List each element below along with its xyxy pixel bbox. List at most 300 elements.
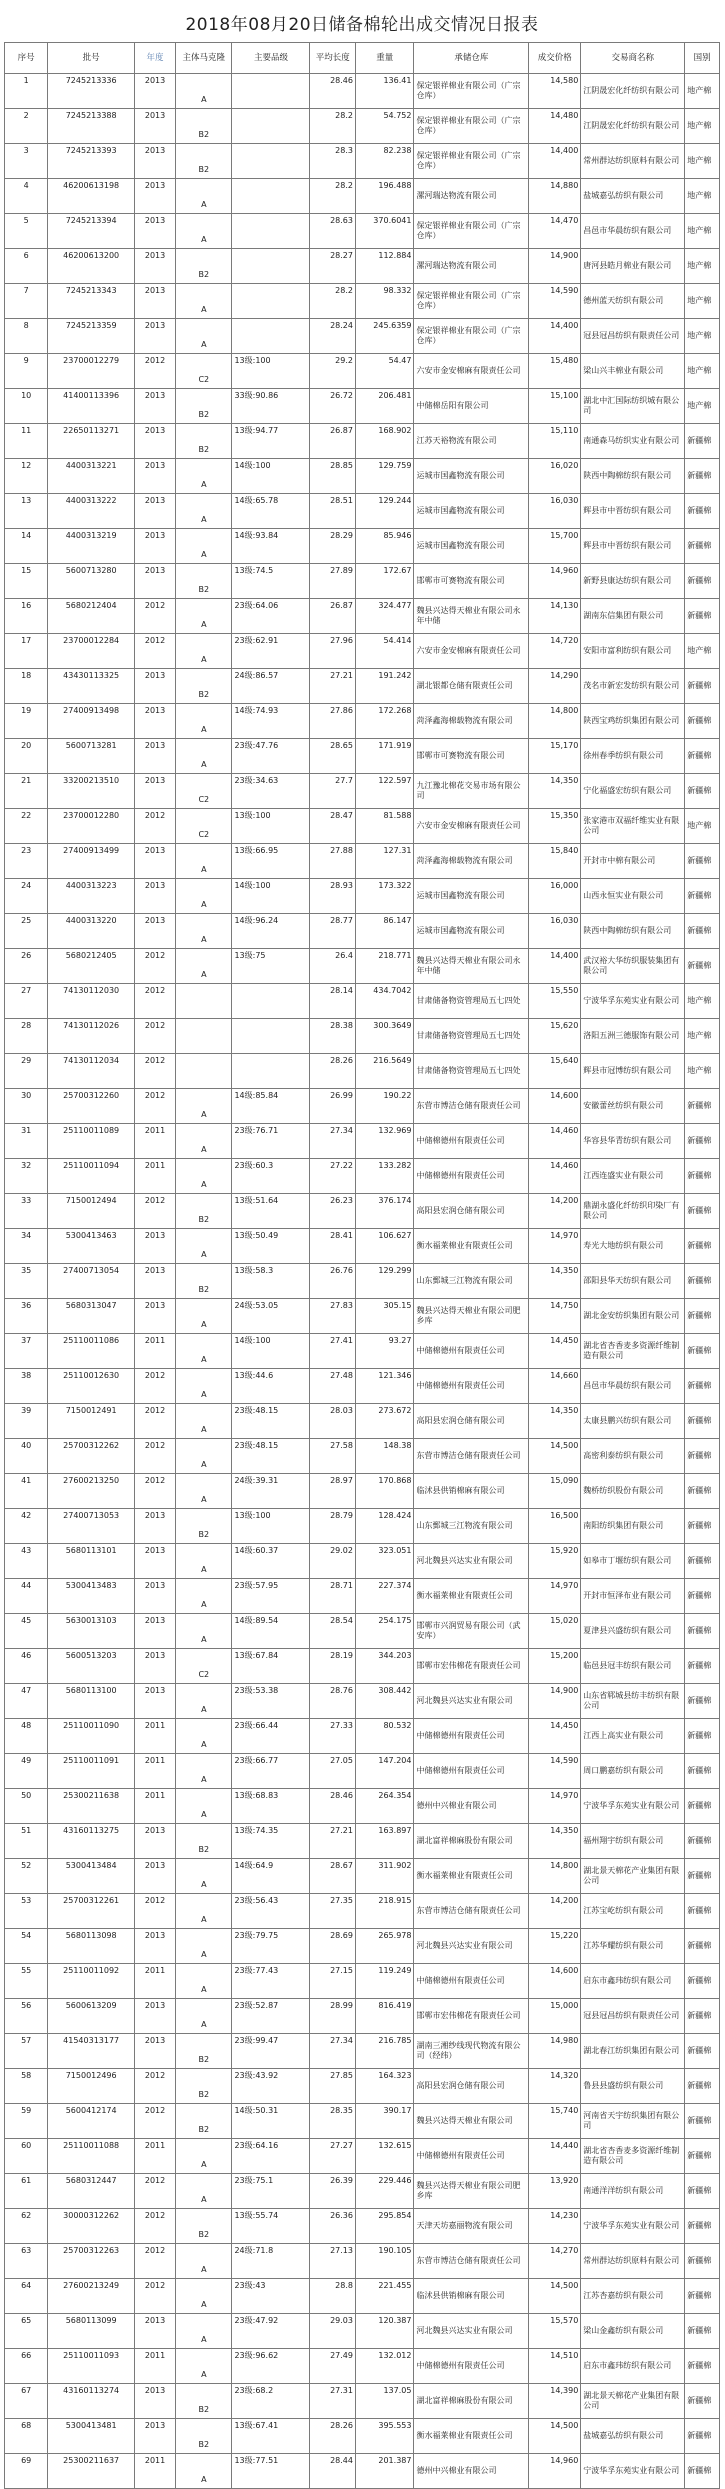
cell-avg-length: 28.2 (310, 179, 356, 214)
cell-lot-number: 43430113325 (48, 669, 135, 704)
cell-avg-length: 27.31 (310, 2384, 356, 2419)
cell-price: 14,350 (529, 1264, 581, 1299)
cell-seq: 47 (5, 1684, 48, 1719)
cell-price: 14,720 (529, 634, 581, 669)
cell-price: 15,550 (529, 984, 581, 1019)
cell-grade: 13级:68.83 (232, 1789, 310, 1824)
cell-avg-length: 28.2 (310, 109, 356, 144)
cell-warehouse: 临沭县供销棉麻有限公司 (414, 1474, 529, 1509)
header-lot: 批号 (48, 43, 135, 74)
cell-weight: 196.488 (355, 179, 414, 214)
cell-origin: 新疆棉 (685, 1824, 720, 1859)
cell-seq: 22 (5, 809, 48, 844)
cell-year: 2013 (134, 1544, 175, 1579)
cell-price: 14,750 (529, 1299, 581, 1334)
table-row (5, 1649, 720, 1684)
cell-trader: 河南省天宇纺织集团有限公司 (581, 2104, 685, 2139)
cell-seq: 43 (5, 1544, 48, 1579)
cell-origin: 新疆棉 (685, 949, 720, 984)
cell-lot-number: 25700312260 (48, 1089, 135, 1124)
cell-micronaire: A (176, 1859, 232, 1894)
cell-micronaire: A (176, 1229, 232, 1264)
cell-price: 14,390 (529, 2384, 581, 2419)
cell-seq: 60 (5, 2139, 48, 2174)
cell-micronaire: A (176, 704, 232, 739)
table-row (5, 1194, 720, 1229)
cell-warehouse: 中储棉德州有限责任公司 (414, 1159, 529, 1194)
cell-weight: 129.759 (355, 459, 414, 494)
table-row (5, 144, 720, 179)
cell-lot-number: 5300413483 (48, 1579, 135, 1614)
cell-origin: 新疆棉 (685, 1089, 720, 1124)
cell-weight: 390.17 (355, 2104, 414, 2139)
cell-origin: 新疆棉 (685, 1439, 720, 1474)
cell-warehouse: 天津天坊嘉丽物流有限公司 (414, 2209, 529, 2244)
cell-grade: 23级:68.2 (232, 2384, 310, 2419)
cell-avg-length: 29.02 (310, 1544, 356, 1579)
cell-trader: 唐河县皓月棉业有限公司 (581, 249, 685, 284)
cell-avg-length: 28.93 (310, 879, 356, 914)
cell-weight: 172.67 (355, 564, 414, 599)
cell-weight: 121.346 (355, 1369, 414, 1404)
cell-lot-number: 46200613198 (48, 179, 135, 214)
table-row (5, 669, 720, 704)
cell-lot-number: 5300413484 (48, 1859, 135, 1894)
cell-origin: 新疆棉 (685, 879, 720, 914)
cell-price: 14,350 (529, 1824, 581, 1859)
cell-price: 14,290 (529, 669, 581, 704)
cell-avg-length: 26.76 (310, 1264, 356, 1299)
cell-trader: 盐城嘉弘纺织有限公司 (581, 179, 685, 214)
cell-lot-number: 25110011090 (48, 1719, 135, 1754)
cell-year: 2011 (134, 1159, 175, 1194)
table-row (5, 1929, 720, 1964)
cell-warehouse: 六安市金安棉麻有限责任公司 (414, 809, 529, 844)
cell-price: 13,920 (529, 2174, 581, 2209)
cell-micronaire: A (176, 949, 232, 984)
cell-trader: 江西连盛实业有限公司 (581, 1159, 685, 1194)
cell-lot-number: 5680212404 (48, 599, 135, 634)
cell-seq: 7 (5, 284, 48, 319)
cell-avg-length: 28.14 (310, 984, 356, 1019)
cell-warehouse: 保定银祥棉业有限公司（广宗仓库） (414, 214, 529, 249)
cell-avg-length: 28.85 (310, 459, 356, 494)
cell-warehouse: 甘肃储备物资管理局五七四处 (414, 984, 529, 1019)
cell-avg-length: 27.41 (310, 1334, 356, 1369)
cell-grade: 23级:47.76 (232, 739, 310, 774)
cell-origin: 新疆棉 (685, 1894, 720, 1929)
table-row (5, 74, 720, 109)
cell-lot-number: 4400313222 (48, 494, 135, 529)
table-row (5, 2034, 720, 2069)
cell-seq: 38 (5, 1369, 48, 1404)
cell-price: 14,500 (529, 1439, 581, 1474)
cell-avg-length: 27.83 (310, 1299, 356, 1334)
cell-trader: 辉县市冠博纺织有限公司 (581, 1054, 685, 1089)
cell-micronaire: A (176, 2244, 232, 2279)
cell-year: 2013 (134, 144, 175, 179)
table-row (5, 2209, 720, 2244)
cell-origin: 新疆棉 (685, 2069, 720, 2104)
cell-avg-length: 28.29 (310, 529, 356, 564)
cell-grade: 23级:99.47 (232, 2034, 310, 2069)
cell-avg-length: 26.87 (310, 424, 356, 459)
cell-avg-length: 27.05 (310, 1754, 356, 1789)
cell-micronaire: A (176, 2314, 232, 2349)
cell-price: 14,980 (529, 2034, 581, 2069)
cell-year: 2011 (134, 2139, 175, 2174)
cell-lot-number: 5600513203 (48, 1649, 135, 1684)
cell-grade: 13级:51.64 (232, 1194, 310, 1229)
cell-seq: 13 (5, 494, 48, 529)
cell-seq: 54 (5, 1929, 48, 1964)
cell-grade (232, 144, 310, 179)
cell-price: 14,350 (529, 774, 581, 809)
cell-grade: 13级:66.95 (232, 844, 310, 879)
cell-trader: 江苏华耀纺织有限公司 (581, 1929, 685, 1964)
cell-year: 2013 (134, 214, 175, 249)
cell-seq: 58 (5, 2069, 48, 2104)
cell-origin: 新疆棉 (685, 1579, 720, 1614)
cell-trader: 湖南东信集团有限公司 (581, 599, 685, 634)
cell-lot-number: 25110011094 (48, 1159, 135, 1194)
cell-year: 2013 (134, 1649, 175, 1684)
cell-lot-number: 5680312447 (48, 2174, 135, 2209)
cell-grade: 23级:47.92 (232, 2314, 310, 2349)
cell-origin: 新疆棉 (685, 529, 720, 564)
cell-avg-length: 28.38 (310, 1019, 356, 1054)
cell-avg-length: 28.76 (310, 1684, 356, 1719)
cell-grade: 33级:90.86 (232, 389, 310, 424)
cell-seq: 61 (5, 2174, 48, 2209)
cell-seq: 17 (5, 634, 48, 669)
table-row (5, 914, 720, 949)
table-row (5, 2349, 720, 2384)
cell-origin: 新疆棉 (685, 1229, 720, 1264)
table-row (5, 704, 720, 739)
cell-micronaire: A (176, 2454, 232, 2489)
cell-avg-length: 27.21 (310, 1824, 356, 1859)
cell-trader: 盐城嘉弘纺织有限公司 (581, 2419, 685, 2454)
cell-warehouse: 山东鄄城三江物流有限公司 (414, 1509, 529, 1544)
table-row (5, 1229, 720, 1264)
cell-year: 2013 (134, 1614, 175, 1649)
cell-avg-length: 27.96 (310, 634, 356, 669)
cell-trader: 启东市鑫玮纺织有限公司 (581, 1964, 685, 1999)
cell-lot-number: 41540313177 (48, 2034, 135, 2069)
cell-origin: 新疆棉 (685, 1859, 720, 1894)
cell-price: 15,350 (529, 809, 581, 844)
header-micronaire: 主体马克隆 (176, 43, 232, 74)
cell-warehouse: 保定银祥棉业有限公司（广宗仓库） (414, 319, 529, 354)
cell-weight: 93.27 (355, 1334, 414, 1369)
cell-lot-number: 43160113275 (48, 1824, 135, 1859)
cell-weight: 191.242 (355, 669, 414, 704)
cell-year: 2012 (134, 2069, 175, 2104)
cell-avg-length: 28.24 (310, 319, 356, 354)
cell-seq: 62 (5, 2209, 48, 2244)
cell-origin: 新疆棉 (685, 2174, 720, 2209)
table-row (5, 2314, 720, 2349)
cell-price: 14,400 (529, 949, 581, 984)
cell-weight: 201.387 (355, 2454, 414, 2489)
cell-price: 14,600 (529, 1964, 581, 1999)
cell-price: 15,200 (529, 1649, 581, 1684)
cell-grade (232, 284, 310, 319)
cell-micronaire: B2 (176, 669, 232, 704)
cell-micronaire: A (176, 1684, 232, 1719)
cell-micronaire: A (176, 1754, 232, 1789)
cell-origin: 新疆棉 (685, 2244, 720, 2279)
cell-avg-length: 28.2 (310, 284, 356, 319)
cell-trader: 德州蓝天纺织有限公司 (581, 284, 685, 319)
cell-micronaire: A (176, 494, 232, 529)
cell-seq: 12 (5, 459, 48, 494)
cell-warehouse: 魏县兴达得天棉业有限公司永年中储 (414, 599, 529, 634)
header-trader: 交易商名称 (581, 43, 685, 74)
cell-weight: 206.481 (355, 389, 414, 424)
cell-year: 2012 (134, 809, 175, 844)
cell-year: 2012 (134, 1369, 175, 1404)
cell-avg-length: 27.27 (310, 2139, 356, 2174)
cell-micronaire: B2 (176, 144, 232, 179)
cell-warehouse: 德州中兴棉业有限公司 (414, 2454, 529, 2489)
cell-micronaire: A (176, 914, 232, 949)
table-row (5, 1719, 720, 1754)
cell-trader: 宁波华孚东苑实业有限公司 (581, 984, 685, 1019)
cell-year: 2013 (134, 669, 175, 704)
cell-warehouse: 中储棉德州有限责任公司 (414, 1964, 529, 1999)
cell-lot-number: 7245213393 (48, 144, 135, 179)
cell-weight: 81.588 (355, 809, 414, 844)
cell-year: 2013 (134, 179, 175, 214)
cell-price: 15,170 (529, 739, 581, 774)
cell-year: 2013 (134, 704, 175, 739)
cell-grade: 23级:60.3 (232, 1159, 310, 1194)
cell-grade: 23级:96.62 (232, 2349, 310, 2384)
cell-micronaire: A (176, 739, 232, 774)
cell-grade: 13级:67.41 (232, 2419, 310, 2454)
cell-trader: 太康县鹏兴纺织有限公司 (581, 1404, 685, 1439)
cell-year: 2012 (134, 1404, 175, 1439)
cell-warehouse: 保定银祥棉业有限公司（广宗仓库） (414, 284, 529, 319)
cell-seq: 16 (5, 599, 48, 634)
cell-avg-length: 28.26 (310, 2419, 356, 2454)
cell-grade: 14级:50.31 (232, 2104, 310, 2139)
cell-warehouse: 邯郸市可赛物流有限公司 (414, 739, 529, 774)
cell-warehouse: 邯郸市宏伟棉花有限责任公司 (414, 1999, 529, 2034)
cell-seq: 19 (5, 704, 48, 739)
cell-avg-length: 27.34 (310, 1124, 356, 1159)
cell-trader: 鲁县县盛纺织有限公司 (581, 2069, 685, 2104)
cell-warehouse: 衡水福莱棉业有限责任公司 (414, 1579, 529, 1614)
cell-weight: 273.672 (355, 1404, 414, 1439)
cell-grade: 23级:48.15 (232, 1439, 310, 1474)
cell-origin: 新疆棉 (685, 1334, 720, 1369)
cell-grade: 24级:53.05 (232, 1299, 310, 1334)
cell-avg-length: 26.99 (310, 1089, 356, 1124)
cell-year: 2013 (134, 774, 175, 809)
cell-origin: 新疆棉 (685, 2419, 720, 2454)
cell-weight: 129.244 (355, 494, 414, 529)
cell-trader: 宁波华孚东苑实业有限公司 (581, 2209, 685, 2244)
cell-grade: 23级:57.95 (232, 1579, 310, 1614)
cell-warehouse: 河北魏县兴达实业有限公司 (414, 1544, 529, 1579)
table-row (5, 2454, 720, 2489)
cell-trader: 魏桥纺织股份有限公司 (581, 1474, 685, 1509)
cell-seq: 42 (5, 1509, 48, 1544)
cell-weight: 86.147 (355, 914, 414, 949)
cell-warehouse: 河北魏县兴达实业有限公司 (414, 1929, 529, 1964)
cell-price: 14,900 (529, 249, 581, 284)
header-grade: 主要品级 (232, 43, 310, 74)
cell-lot-number: 25110011093 (48, 2349, 135, 2384)
cell-grade: 13级:58.3 (232, 1264, 310, 1299)
cell-warehouse: 高阳县宏润仓储有限公司 (414, 2069, 529, 2104)
cell-weight: 434.7042 (355, 984, 414, 1019)
cell-trader: 昌邑市华晨纺织有限公司 (581, 214, 685, 249)
table-row (5, 2244, 720, 2279)
cell-grade: 13级:77.51 (232, 2454, 310, 2489)
cell-warehouse: 魏县兴达得天棉业有限公司 (414, 2104, 529, 2139)
cell-weight: 264.354 (355, 1789, 414, 1824)
cell-year: 2013 (134, 1684, 175, 1719)
table-row (5, 1474, 720, 1509)
cell-lot-number: 4400313221 (48, 459, 135, 494)
cell-year: 2013 (134, 2314, 175, 2349)
cell-avg-length: 28.71 (310, 1579, 356, 1614)
cell-year: 2013 (134, 2419, 175, 2454)
cell-trader: 宁化福盛宏纺织有限公司 (581, 774, 685, 809)
header-seq: 序号 (5, 43, 48, 74)
cell-origin: 新疆棉 (685, 1614, 720, 1649)
cell-micronaire (176, 984, 232, 1019)
cell-origin: 新疆棉 (685, 459, 720, 494)
table-row (5, 599, 720, 634)
cell-weight: 80.532 (355, 1719, 414, 1754)
cell-price: 14,800 (529, 704, 581, 739)
cell-avg-length: 26.87 (310, 599, 356, 634)
cell-year: 2013 (134, 494, 175, 529)
cell-year: 2012 (134, 2209, 175, 2244)
cell-grade: 24级:71.8 (232, 2244, 310, 2279)
cell-warehouse: 运城市国鑫物流有限公司 (414, 459, 529, 494)
cell-grade: 13级:75 (232, 949, 310, 984)
cell-origin: 新疆棉 (685, 599, 720, 634)
cell-trader: 湖北景天棉花产业集团有限公司 (581, 1859, 685, 1894)
cell-micronaire: B2 (176, 1509, 232, 1544)
cell-warehouse: 九江豫北棉花交易市场有限公司 (414, 774, 529, 809)
cell-trader: 冠县冠昌纺织有限责任公司 (581, 1999, 685, 2034)
cell-micronaire: A (176, 1369, 232, 1404)
cell-origin: 新疆棉 (685, 704, 720, 739)
cell-year: 2012 (134, 1019, 175, 1054)
cell-origin: 新疆棉 (685, 2034, 720, 2069)
cell-avg-length: 28.97 (310, 1474, 356, 1509)
cell-lot-number: 25110011092 (48, 1964, 135, 1999)
cell-origin: 新疆棉 (685, 774, 720, 809)
cell-micronaire: B2 (176, 2104, 232, 2139)
cell-micronaire: B2 (176, 2034, 232, 2069)
cell-seq: 46 (5, 1649, 48, 1684)
cell-trader: 江西上高实业有限公司 (581, 1719, 685, 1754)
cell-avg-length: 28.54 (310, 1614, 356, 1649)
table-row (5, 2139, 720, 2174)
cell-lot-number: 4400313223 (48, 879, 135, 914)
table-row (5, 774, 720, 809)
cell-origin: 新疆棉 (685, 1964, 720, 1999)
cell-year: 2013 (134, 739, 175, 774)
header-length: 平均长度 (310, 43, 356, 74)
cell-price: 16,030 (529, 914, 581, 949)
cell-warehouse: 中储棉岳阳有限公司 (414, 389, 529, 424)
cell-trader: 安徽蕾丝纺织有限公司 (581, 1089, 685, 1124)
cell-origin: 地产棉 (685, 354, 720, 389)
cell-warehouse: 德州中兴棉业有限公司 (414, 1789, 529, 1824)
cell-year: 2013 (134, 1999, 175, 2034)
cell-seq: 25 (5, 914, 48, 949)
cell-year: 2013 (134, 914, 175, 949)
cell-grade: 23级:66.44 (232, 1719, 310, 1754)
cell-seq: 15 (5, 564, 48, 599)
cell-trader: 南通洋洋纺织有限公司 (581, 2174, 685, 2209)
cell-lot-number: 41400113396 (48, 389, 135, 424)
cell-weight: 221.455 (355, 2279, 414, 2314)
cell-year: 2012 (134, 2244, 175, 2279)
cell-price: 14,400 (529, 319, 581, 354)
cell-year: 2012 (134, 354, 175, 389)
cell-lot-number: 25110011091 (48, 1754, 135, 1789)
table-row (5, 2419, 720, 2454)
cell-micronaire: A (176, 1964, 232, 1999)
cell-year: 2011 (134, 1964, 175, 1999)
cell-origin: 新疆棉 (685, 2349, 720, 2384)
cell-grade: 23级:43 (232, 2279, 310, 2314)
cell-micronaire: A (176, 1124, 232, 1159)
cell-origin: 地产棉 (685, 74, 720, 109)
cell-micronaire: B2 (176, 564, 232, 599)
cell-micronaire: A (176, 529, 232, 564)
cell-weight: 147.204 (355, 1754, 414, 1789)
cell-avg-length: 27.85 (310, 2069, 356, 2104)
table-row (5, 249, 720, 284)
cell-avg-length: 27.7 (310, 774, 356, 809)
cell-price: 15,100 (529, 389, 581, 424)
cell-seq: 57 (5, 2034, 48, 2069)
cell-warehouse: 东营市博洁仓储有限责任公司 (414, 2244, 529, 2279)
cell-weight: 163.897 (355, 1824, 414, 1859)
cell-seq: 28 (5, 1019, 48, 1054)
cell-warehouse: 中储棉德州有限责任公司 (414, 1369, 529, 1404)
cell-seq: 37 (5, 1334, 48, 1369)
cell-year: 2011 (134, 1124, 175, 1159)
cell-micronaire: A (176, 1299, 232, 1334)
table-row (5, 1124, 720, 1159)
cell-grade: 14级:64.9 (232, 1859, 310, 1894)
cell-warehouse: 菏泽鑫海棉载物流有限公司 (414, 844, 529, 879)
cell-price: 14,600 (529, 1089, 581, 1124)
cell-lot-number: 7245213359 (48, 319, 135, 354)
cell-lot-number: 7150012494 (48, 1194, 135, 1229)
cell-micronaire: A (176, 1719, 232, 1754)
cell-trader: 湖北金安纺织集团有限公司 (581, 1299, 685, 1334)
cell-origin: 新疆棉 (685, 1929, 720, 1964)
cell-origin: 地产棉 (685, 984, 720, 1019)
cell-origin: 新疆棉 (685, 669, 720, 704)
cell-grade: 13级:67.84 (232, 1649, 310, 1684)
cell-lot-number: 74130112030 (48, 984, 135, 1019)
cell-warehouse: 魏县兴达得天棉业有限公司肥乡库 (414, 2174, 529, 2209)
